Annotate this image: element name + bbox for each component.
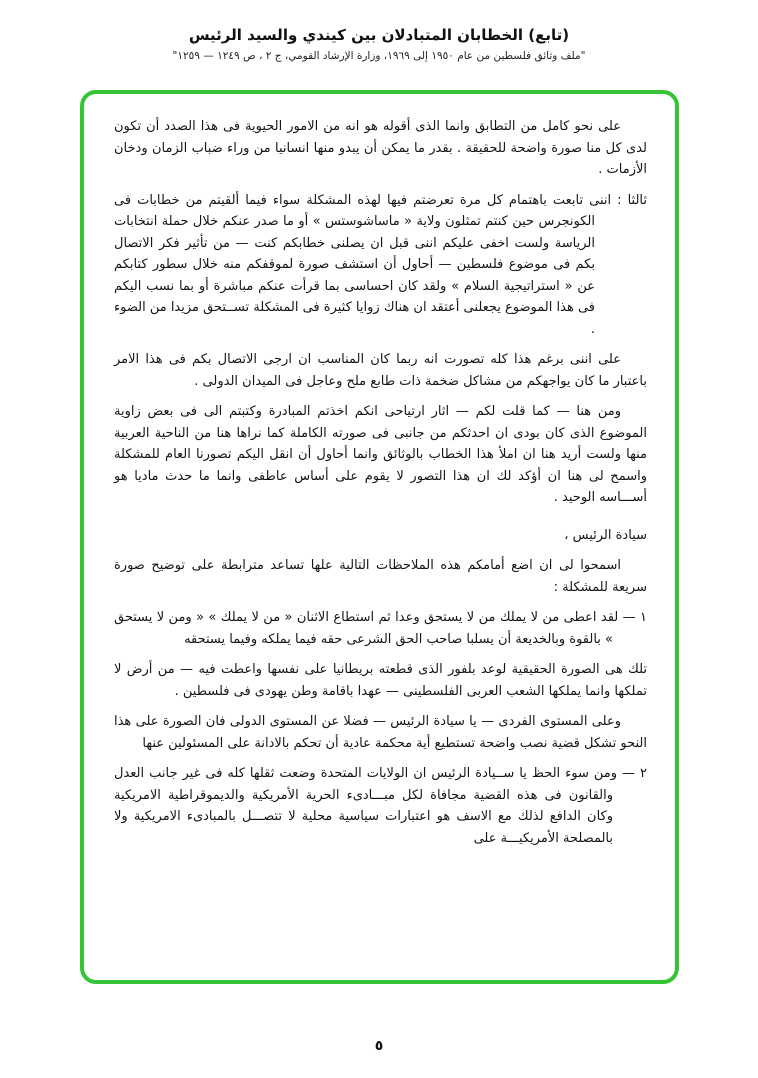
paragraph: سيادة الرئيس ، <box>564 527 647 543</box>
paragraph: تلك هى الصورة الحقيقية لوعد بلفور الذى قطعته بريطانيا على نفسها واعطت فيه — من أرض لا تملكها وانما يملكها الشعب العربى الفلسطينى — عهدا باقامة وطن يهودى فى فلسطين . <box>114 662 647 699</box>
paragraph: وعلى المستوى الفردى — يا سيادة الرئيس — فضلا عن المستوى الدولى فان الصورة على هذا النحو تشكل قضية نصب واضحة تستطيع أية محكمة عادية أن تحكم بالادانة على المسئولين عنها <box>114 714 647 751</box>
paragraph: ١ — لقد اعطى من لا يملك من لا يستحق وعدا ثم استطاع الاثنان « من لا يملك » « ومن لا يستحق » بالقوة وبالخديعة أن يسلبا صاحب الحق الشرعى حقه فيما يملكه وفيما يستحقه <box>114 610 647 647</box>
paragraph: اسمحوا لى ان اضع أمامكم هذه الملاحظات التالية علها تساعد مترابطة على توضيح صورة سريعة للمشكلة : <box>114 558 647 595</box>
page-number: ٥ <box>374 1038 384 1054</box>
document-title: (تابع) الخطابان المتبادلان بين كيندي والسيد الرئيس <box>188 26 570 44</box>
green-frame <box>80 90 679 984</box>
document-body <box>84 94 675 868</box>
paragraph: ثالثا : اننى تابعت باهتمام كل مرة تعرضتم فيها لهذه المشكلة سواء فيما ألقيتم من خطابات فى الكونجرس حين كنتم تمثلون ولاية « ماساشوستس » أو ما صدر عنكم خلال حملة انتخابات الرياسة ولست اخفى عليكم اننى قبل ان يصلنى خطابكم كنت — من تأثير فكر الاتصال بكم فى موضوع فلسطين — أحاول أن استشف صورة لموقفكم منه خلال سطور كتابكم عن « استراتيجية السلام » ولقد كان احساسى بما قرأت عنكم مباشرة أو بما نسب اليكم فى هذا الموضوع يجعلنى أعتقد ان هناك زوايا كثيرة فى المشكلة تســتحق مزيدا من الضوء . <box>114 192 647 337</box>
document-header <box>0 0 758 62</box>
paragraph: على اننى برغم هذا كله تصورت انه ربما كان المناسب ان ارجى الاتصال بكم فى هذا الامر باعتبار ما كان يواجهكم من مشاكل ضخمة ذات طابع ملح وعاجل فى الميدان الدولى . <box>114 352 647 389</box>
paragraph: على نحو كامل من التطابق وانما الذى أقوله هو انه من الامور الحيوية فى هذا الصدد أن تكون لدى كل منا صورة واضحة للحقيقة . بقدر ما يمكن أن يبدو منها انسانيا من وراء ضباب الزمان ودخان الأزمات . <box>114 119 647 177</box>
source-citation: "ملف وثائق فلسطين من عام ١٩٥٠ إلى ١٩٦٩، وزارة الإرشاد القومي، ج ٢ ، ص ١٢٤٩ — ١٢٥٩" <box>172 50 586 62</box>
paragraph: ومن هنا — كما قلت لكم — اثار ارتياحى انكم اخذتم المبادرة وكتبتم الى فى بعض زاوية الموضوع الذى كان بودى ان احدثكم من جانبى فى صورته الكاملة كما نراها هنا من الناحية العربية منها ولست أريد هنا ان املأ هذا الخطاب بالوثائق وانما أحاول أن انقل اليكم تصورنا العام للمشكلة واسمح لى هنا ان أؤكد لك ان هذا التصور لا يقوم على أساس عاطفى وانما ما حدث ماديا هو أســـاسه الوحيد . <box>114 404 647 505</box>
paragraph: ٢ — ومن سوء الحظ يا ســيادة الرئيس ان الولايات المتحدة وضعت ثقلها كله فى غير جانب العدل والقانون فى هذه القضية مجافاة لكل مبـــادىء الحرية الأمريكية والديموقراطية الامريكية وكان الدافع لذلك مع الاسف هو اعتبارات سياسية محلية لا تتصـــل بالمبادىء الامريكية ولا بالمصلحة الأمريكيـــة على <box>114 766 647 846</box>
